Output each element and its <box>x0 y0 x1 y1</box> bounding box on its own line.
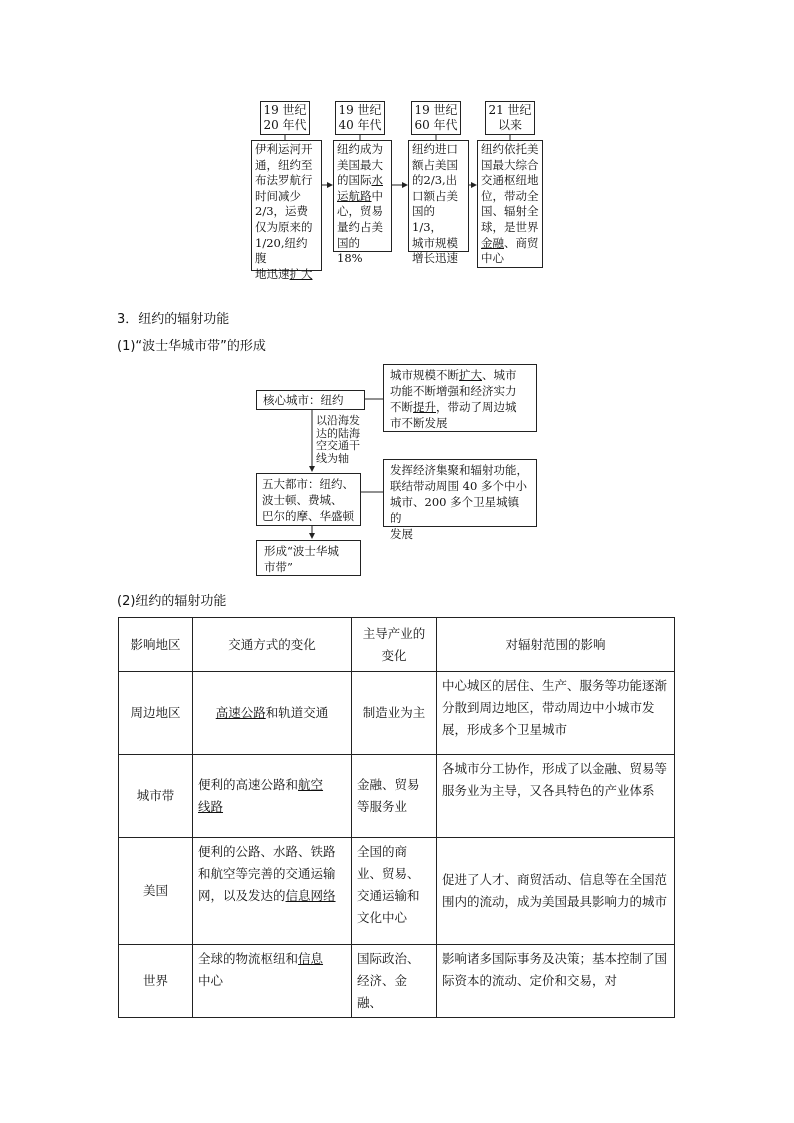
five-cities-note: 发挥经济集聚和辐射功能， 联结带动周围 40 多个中小 城市、200 多个卫星城镇的 发展 <box>383 459 537 527</box>
cell-impact: 促进了人才、商贸活动、信息等在全国范围内的流动，成为美国最具影响力的城市 <box>437 838 675 945</box>
core-city-note: 城市规模不断扩大、城市 功能不断增强和经济实力 不断提升，带动了周边城 市不断发展 <box>383 364 537 432</box>
timeline-desc-2: 纽约成为 美国最大 的国际水 运航路中 心，贸易 量约占美 国的 18% <box>333 140 392 252</box>
cell-impact: 各城市分工协作，形成了以金融、贸易等服务业为主导，又各具特色的产业体系 <box>437 755 675 838</box>
subsection-1-title: (1)“波士华城市带”的形成 <box>117 339 266 354</box>
cell-transport: 高速公路和轨道交通 <box>193 672 352 755</box>
timeline-desc-3: 纽约进口 额占美国 的2/3,出 口额占美 国的 1/3， 城市规模 增长迅速 <box>408 140 469 252</box>
section-3-title: 3．纽约的辐射功能 <box>117 312 230 327</box>
table-row <box>119 672 675 755</box>
core-city-box: 核心城市：纽约 <box>256 390 365 410</box>
cell-region: 美国 <box>119 838 193 945</box>
radiation-table <box>118 617 675 1018</box>
era-box-4: 21 世纪 以来 <box>485 101 535 135</box>
table-row <box>119 755 675 838</box>
axis-label: 以沿海发 达的陆海 空交通干 线为轴 <box>316 414 360 465</box>
cell-region: 周边地区 <box>119 672 193 755</box>
era-box-2: 19 世纪 40 年代 <box>335 101 385 135</box>
table-row <box>119 838 675 945</box>
header-impact: 对辐射范围的影响 <box>437 618 675 672</box>
table-header-row <box>119 618 675 672</box>
cell-impact: 中心城区的居住、生产、服务等功能逐渐分散到周边地区，带动周边中小城市发展，形成多个卫星城市 <box>437 672 675 755</box>
subsection-2-title: (2)纽约的辐射功能 <box>117 594 227 609</box>
cell-transport: 全球的物流枢纽和信息 中心 <box>193 945 352 1018</box>
cell-industry: 国际政治、 经济、金融、 <box>352 945 437 1018</box>
cell-industry: 制造业为主 <box>352 672 437 755</box>
table-row <box>119 945 675 1018</box>
cell-transport: 便利的高速公路和航空 线路 <box>193 755 352 838</box>
cell-industry: 金融、贸易 等服务业 <box>352 755 437 838</box>
five-cities-box: 五大都市：纽约、 波士顿、费城、 巴尔的摩、华盛顿 <box>256 473 361 526</box>
cell-impact: 影响诸多国际事务及决策；基本控制了国际资本的流动、定价和交易，对 <box>437 945 675 1018</box>
timeline-desc-4: 纽约依托美 国最大综合 交通枢纽地 位，带动全 国、辐射全 球，是世界 金融、商贸 中心 <box>477 140 543 268</box>
era-box-3: 19 世纪 60 年代 <box>411 101 461 135</box>
timeline-desc-1: 伊利运河开 通，纽约至 布法罗航行 时间减少 2/3，运费 仅为原来的 1/20,纽约腹 地迅速扩大 <box>251 140 322 271</box>
cell-region: 世界 <box>119 945 193 1018</box>
header-transport: 交通方式的变化 <box>193 618 352 672</box>
result-box: 形成“波士华城 市带” <box>256 540 361 576</box>
header-region: 影响地区 <box>119 618 193 672</box>
header-industry: 主导产业的 变化 <box>352 618 437 672</box>
era-box-1: 19 世纪 20 年代 <box>260 101 310 135</box>
cell-region: 城市带 <box>119 755 193 838</box>
cell-transport: 便利的公路、水路、铁路和航空等完善的交通运输网，以及发达的信息网络 <box>193 838 352 945</box>
cell-industry: 全国的商业、贸易、交通运输和文化中心 <box>352 838 437 945</box>
